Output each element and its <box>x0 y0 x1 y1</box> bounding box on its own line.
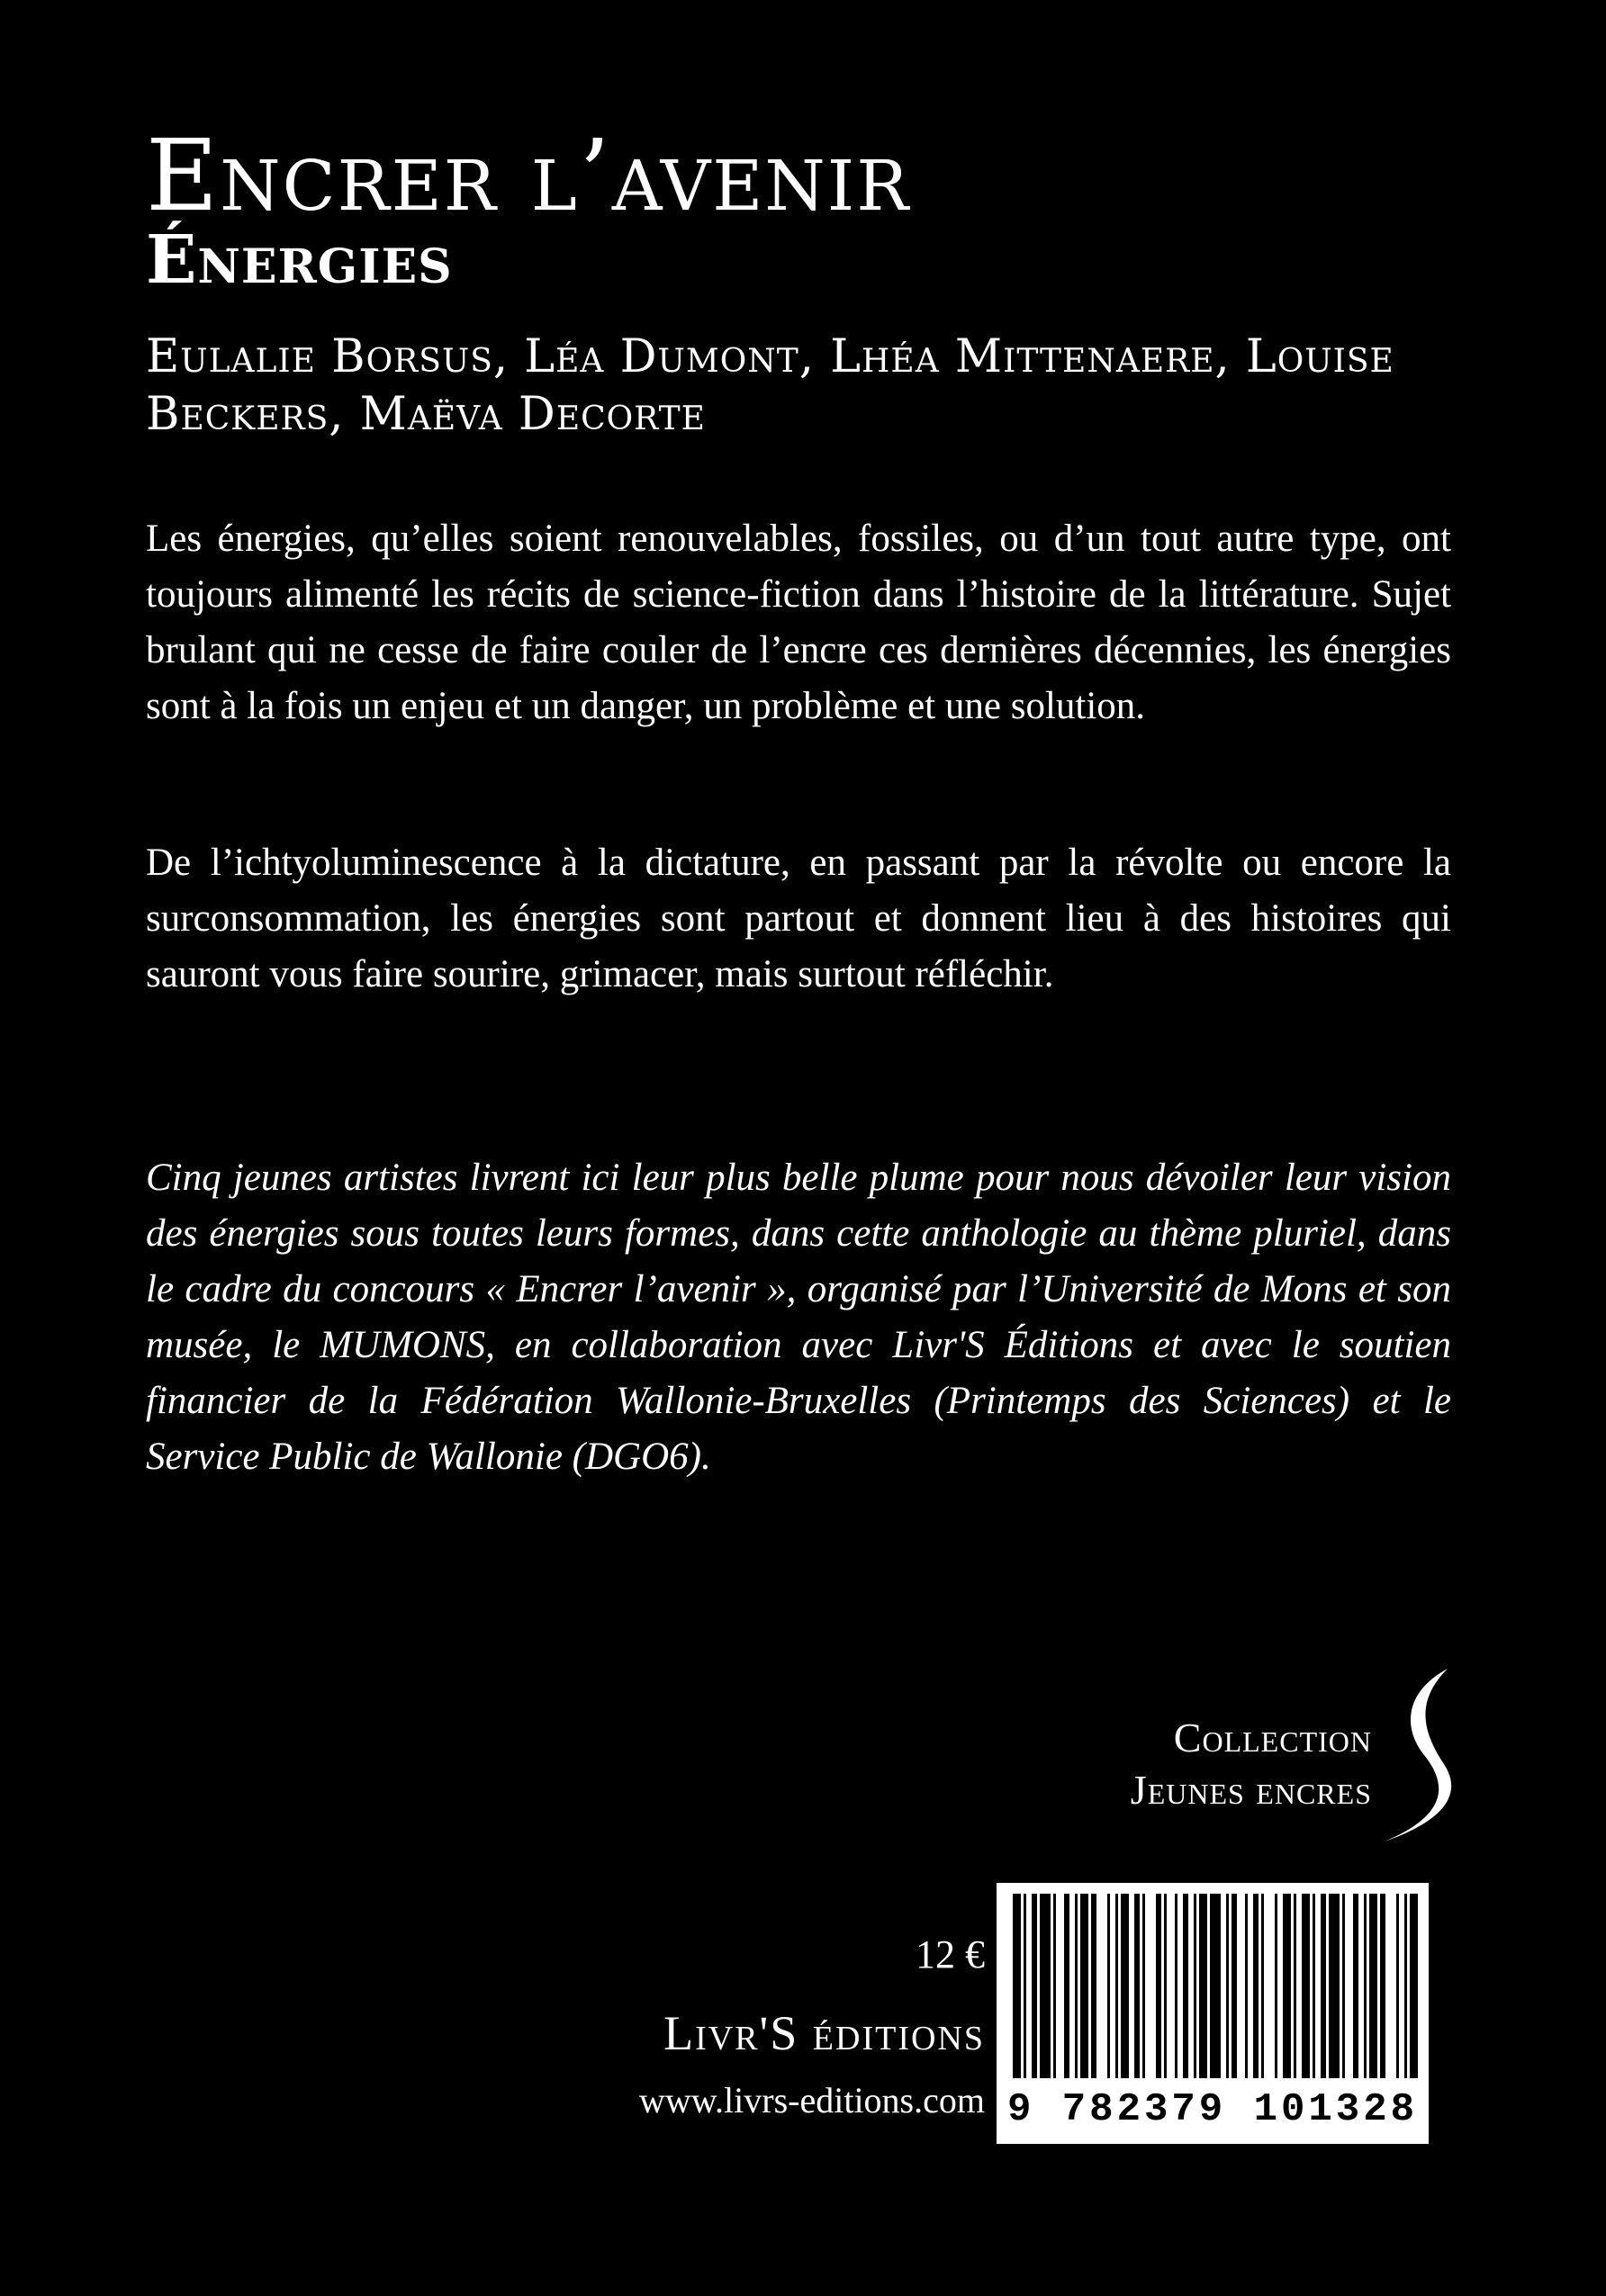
barcode-bar <box>1253 1894 1259 2078</box>
barcode-bar <box>1091 1894 1096 2078</box>
barcode-bar <box>1232 1894 1237 2078</box>
barcode-bar <box>1369 1894 1377 2078</box>
barcode-bar <box>1321 1894 1326 2078</box>
collection-line-2: Jeunes encres <box>1130 1767 1372 1813</box>
barcode-bar <box>1142 1894 1145 2078</box>
barcode-bar <box>1032 1894 1037 2078</box>
barcode-bar <box>1199 1894 1207 2078</box>
barcode <box>997 1883 1429 2144</box>
barcode-bar <box>1183 1894 1188 2078</box>
barcode-bar <box>1121 1894 1129 2078</box>
barcode-bar <box>1342 1894 1345 2078</box>
price: 12 € <box>916 1932 985 1976</box>
barcode-bar <box>1410 1894 1418 2078</box>
barcode-bar <box>1210 1894 1221 2078</box>
barcode-bar <box>1261 1894 1264 2078</box>
barcode-bar <box>1075 1894 1078 2078</box>
book-subtitle: Énergies <box>146 221 453 299</box>
barcode-bar <box>1040 1894 1051 2078</box>
barcode-bar <box>1302 1894 1310 2078</box>
barcode-bar <box>1294 1894 1296 2078</box>
barcode-bar <box>1053 1894 1056 2078</box>
barcode-bar <box>1313 1894 1315 2078</box>
barcode-bar <box>1175 1894 1177 2078</box>
barcode-bar <box>1064 1894 1069 2078</box>
barcode-bar <box>1353 1894 1358 2078</box>
barcode-bar <box>1283 1894 1291 2078</box>
barcode-bar <box>1134 1894 1140 2078</box>
book-title: Encrer l’avenir <box>146 118 911 233</box>
barcode-bar <box>1364 1894 1367 2078</box>
barcode-bar <box>1329 1894 1340 2078</box>
summary-paragraph-3: Cinq jeunes artistes livrent ici leur plus belle plume pour nous dévoiler leur vision des énergies sous toutes leurs formes, dans cette anthologie au thème pluriel, dans le cadre du concours « Encrer l’avenir », organisé par l’Université de Mons et son musée, le MUMONS, en collaboration avec Livr'S Éditions et avec le soutien financier de la Fédération Wallonie-Bruxelles (Printemps des Sciences) et le Service Public de Wallonie (DGO6). <box>146 1157 1451 1478</box>
authors-list: Eulalie Borsus, Léa Dumont, Lhéa Mittenaere, Louise Beckers, Maëva Decorte <box>146 330 1394 441</box>
summary-paragraph-1: Les énergies, qu’elles soient renouvelables, fossiles, ou d’un tout autre type, ont toujours alimenté les récits de science-fiction dans l’histoire de la littérature. Sujet brulant qui ne cesse de faire couler de l’encre ces dernières décennies, les énergies sont à la fois un enjeu et un danger, un problème et une solution. <box>146 518 1451 727</box>
collection-label <box>1131 1712 1372 1816</box>
barcode-bar <box>1226 1894 1229 2078</box>
barcode-bar <box>1194 1894 1196 2078</box>
barcode-bar <box>1380 1894 1385 2078</box>
publisher-website[interactable]: www.livrs-editions.com <box>638 2080 985 2120</box>
isbn-number: 9 782379 101328 <box>1006 2087 1419 2132</box>
barcode-bar <box>1024 1894 1026 2078</box>
barcode-bar <box>1107 1894 1110 2078</box>
barcode-bar <box>1156 1894 1161 2078</box>
collection-line-1: Collection <box>1173 1715 1372 1760</box>
barcode-bar <box>1013 1894 1021 2078</box>
barcode-bar <box>1396 1894 1399 2078</box>
barcode-bar <box>1164 1894 1167 2078</box>
publisher-name: Livr'S éditions <box>663 2006 985 2060</box>
barcode-bar <box>1115 1894 1118 2078</box>
barcode-bar <box>1404 1894 1407 2078</box>
summary-paragraph-2: De l’ichtyoluminescence à la dictature, en passant par la révolte ou encore la surconsommation, les énergies sont partout et donnent lieu à des histoires qui sauront vous faire sourire, grimacer, mais surtout réfléchir. <box>146 842 1451 995</box>
barcode-bar <box>1275 1894 1277 2078</box>
barcode-bar <box>1245 1894 1248 2078</box>
s-swash-logo-icon <box>1368 1665 1485 1845</box>
barcode-bar <box>1080 1894 1088 2078</box>
